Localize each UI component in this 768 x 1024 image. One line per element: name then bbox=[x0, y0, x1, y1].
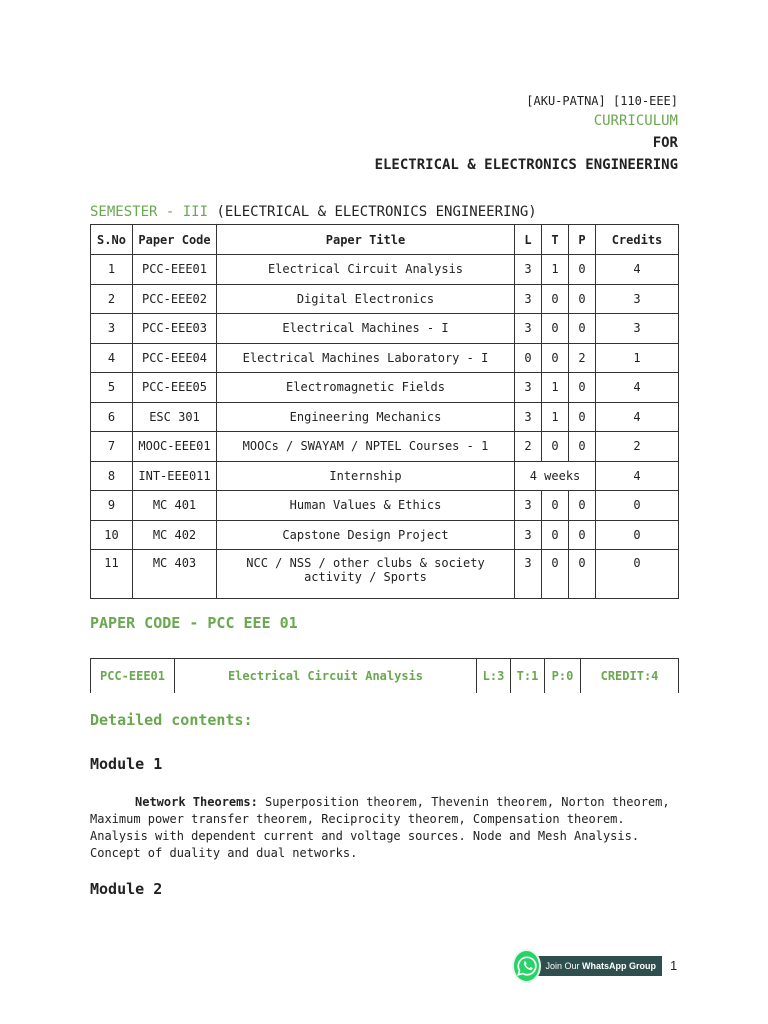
cell-credits: 2 bbox=[596, 432, 679, 462]
cell-t: 0 bbox=[542, 284, 569, 314]
paper-p: P:0 bbox=[545, 659, 581, 694]
whatsapp-icon bbox=[512, 949, 541, 983]
table-row bbox=[91, 343, 679, 373]
cell-title: Engineering Mechanics bbox=[217, 402, 515, 432]
cell-sno: 1 bbox=[91, 255, 133, 285]
department-title: ELECTRICAL & ELECTRONICS ENGINEERING bbox=[374, 157, 678, 173]
cell-l: 3 bbox=[515, 255, 542, 285]
cell-t: 0 bbox=[542, 314, 569, 344]
cell-title: Electromagnetic Fields bbox=[217, 373, 515, 403]
cell-t: 1 bbox=[542, 402, 569, 432]
cell-credits: 0 bbox=[596, 520, 679, 550]
for-label: FOR bbox=[652, 135, 678, 151]
cell-l: 3 bbox=[515, 550, 542, 599]
cell-title: Electrical Machines Laboratory - I bbox=[217, 343, 515, 373]
cell-credits: 3 bbox=[596, 284, 679, 314]
detailed-contents-heading: Detailed contents: bbox=[90, 711, 253, 729]
cell-sno: 4 bbox=[91, 343, 133, 373]
cell-credits: 1 bbox=[596, 343, 679, 373]
table-row bbox=[91, 461, 679, 491]
document-header bbox=[375, 92, 678, 176]
cell-p: 0 bbox=[569, 550, 596, 599]
cell-code: MC 403 bbox=[133, 550, 217, 599]
cell-code: PCC-EEE01 bbox=[133, 255, 217, 285]
table-row bbox=[91, 520, 679, 550]
cell-title: Digital Electronics bbox=[217, 284, 515, 314]
cell-sno: 9 bbox=[91, 491, 133, 521]
cell-p: 0 bbox=[569, 432, 596, 462]
cell-t: 1 bbox=[542, 255, 569, 285]
cell-title: Internship bbox=[217, 461, 515, 491]
cell-l: 0 bbox=[515, 343, 542, 373]
cell-p: 0 bbox=[569, 314, 596, 344]
page-number: 1 bbox=[670, 958, 678, 973]
curriculum-title: CURRICULUM bbox=[593, 113, 678, 129]
paper-credit: CREDIT:4 bbox=[581, 659, 679, 694]
cell-p: 0 bbox=[569, 284, 596, 314]
cell-sno: 6 bbox=[91, 402, 133, 432]
cell-credits: 0 bbox=[596, 550, 679, 599]
cell-p: 0 bbox=[569, 491, 596, 521]
cell-sno: 10 bbox=[91, 520, 133, 550]
cell-l: 3 bbox=[515, 402, 542, 432]
cell-code: INT-EEE011 bbox=[133, 461, 217, 491]
table-row bbox=[91, 373, 679, 403]
table-row bbox=[91, 255, 679, 285]
cell-t: 0 bbox=[542, 550, 569, 599]
cell-p: 0 bbox=[569, 255, 596, 285]
cell-title: MOOCs / SWAYAM / NPTEL Courses - 1 bbox=[217, 432, 515, 462]
cell-sno: 5 bbox=[91, 373, 133, 403]
cell-title: Human Values & Ethics bbox=[217, 491, 515, 521]
cell-code: PCC-EEE03 bbox=[133, 314, 217, 344]
cell-t: 0 bbox=[542, 491, 569, 521]
cell-credits: 4 bbox=[596, 461, 679, 491]
cell-p: 2 bbox=[569, 343, 596, 373]
paper-code-heading: PAPER CODE - PCC EEE 01 bbox=[90, 614, 298, 632]
cell-title: Capstone Design Project bbox=[217, 520, 515, 550]
cell-t: 0 bbox=[542, 432, 569, 462]
table-row bbox=[91, 432, 679, 462]
cell-sno: 2 bbox=[91, 284, 133, 314]
cell-l: 2 bbox=[515, 432, 542, 462]
paper-l: L:3 bbox=[477, 659, 511, 694]
cell-credits: 0 bbox=[596, 491, 679, 521]
cell-code: MC 401 bbox=[133, 491, 217, 521]
cell-l: 3 bbox=[515, 491, 542, 521]
cell-code: PCC-EEE05 bbox=[133, 373, 217, 403]
cell-p: 0 bbox=[569, 402, 596, 432]
table-row bbox=[91, 550, 679, 599]
whatsapp-label: Join Our WhatsApp Group bbox=[535, 956, 662, 976]
cell-credits: 4 bbox=[596, 373, 679, 403]
table-row bbox=[91, 284, 679, 314]
col-header-sno: S.No bbox=[91, 225, 133, 255]
cell-title: Electrical Machines - I bbox=[217, 314, 515, 344]
module-2-heading: Module 2 bbox=[90, 880, 163, 898]
cell-sno: 11 bbox=[91, 550, 133, 599]
col-header-credits: Credits bbox=[596, 225, 679, 255]
paper-code: PCC-EEE01 bbox=[91, 659, 175, 694]
cell-t: 0 bbox=[542, 520, 569, 550]
cell-credits: 4 bbox=[596, 255, 679, 285]
paper-detail-table bbox=[90, 658, 679, 693]
table-row bbox=[91, 491, 679, 521]
paper-t: T:1 bbox=[511, 659, 545, 694]
cell-code: PCC-EEE02 bbox=[133, 284, 217, 314]
semester-heading bbox=[90, 202, 537, 222]
cell-credits: 4 bbox=[596, 402, 679, 432]
cell-sno: 3 bbox=[91, 314, 133, 344]
paper-title: Electrical Circuit Analysis bbox=[175, 659, 477, 694]
cell-p: 0 bbox=[569, 373, 596, 403]
cell-sno: 7 bbox=[91, 432, 133, 462]
cell-t: 1 bbox=[542, 373, 569, 403]
semester-label: SEMESTER - III bbox=[90, 204, 209, 220]
table-header-row bbox=[91, 225, 679, 255]
col-header-p: P bbox=[569, 225, 596, 255]
cell-code: MC 402 bbox=[133, 520, 217, 550]
semester-dept: (ELECTRICAL & ELECTRONICS ENGINEERING) bbox=[208, 204, 537, 220]
col-header-t: T bbox=[542, 225, 569, 255]
col-header-code: Paper Code bbox=[133, 225, 217, 255]
module-1-body bbox=[90, 794, 678, 862]
cell-code: MOOC-EEE01 bbox=[133, 432, 217, 462]
cell-t: 0 bbox=[542, 343, 569, 373]
cell-code: PCC-EEE04 bbox=[133, 343, 217, 373]
cell-l: 3 bbox=[515, 373, 542, 403]
col-header-l: L bbox=[515, 225, 542, 255]
cell-credits: 3 bbox=[596, 314, 679, 344]
cell-code: ESC 301 bbox=[133, 402, 217, 432]
module-1-lead: Network Theorems: bbox=[135, 795, 258, 809]
cell-sno: 8 bbox=[91, 461, 133, 491]
cell-p: 0 bbox=[569, 520, 596, 550]
cell-l: 3 bbox=[515, 284, 542, 314]
col-header-title: Paper Title bbox=[217, 225, 515, 255]
table-row bbox=[91, 402, 679, 432]
cell-l: 3 bbox=[515, 520, 542, 550]
cell-title: NCC / NSS / other clubs & society activity / Sports bbox=[217, 550, 515, 599]
cell-title: Electrical Circuit Analysis bbox=[217, 255, 515, 285]
whatsapp-banner[interactable] bbox=[512, 948, 662, 984]
table-row bbox=[91, 314, 679, 344]
cell-ltp-merged: 4 weeks bbox=[515, 461, 596, 491]
reference-code: [AKU-PATNA] [110-EEE] bbox=[526, 94, 678, 108]
paper-detail-row bbox=[91, 659, 679, 694]
module-1-text: Superposition theorem, Thevenin theorem, Norton theorem, Maximum power transfer theorem, Reciprocity theorem, Compensation theorem. Analysis with dependent current and voltage sources. Node and Mesh Analysis. Concept of duality and dual networks. bbox=[90, 795, 670, 860]
semester-schedule-table bbox=[90, 224, 679, 599]
module-1-heading: Module 1 bbox=[90, 755, 163, 773]
cell-l: 3 bbox=[515, 314, 542, 344]
